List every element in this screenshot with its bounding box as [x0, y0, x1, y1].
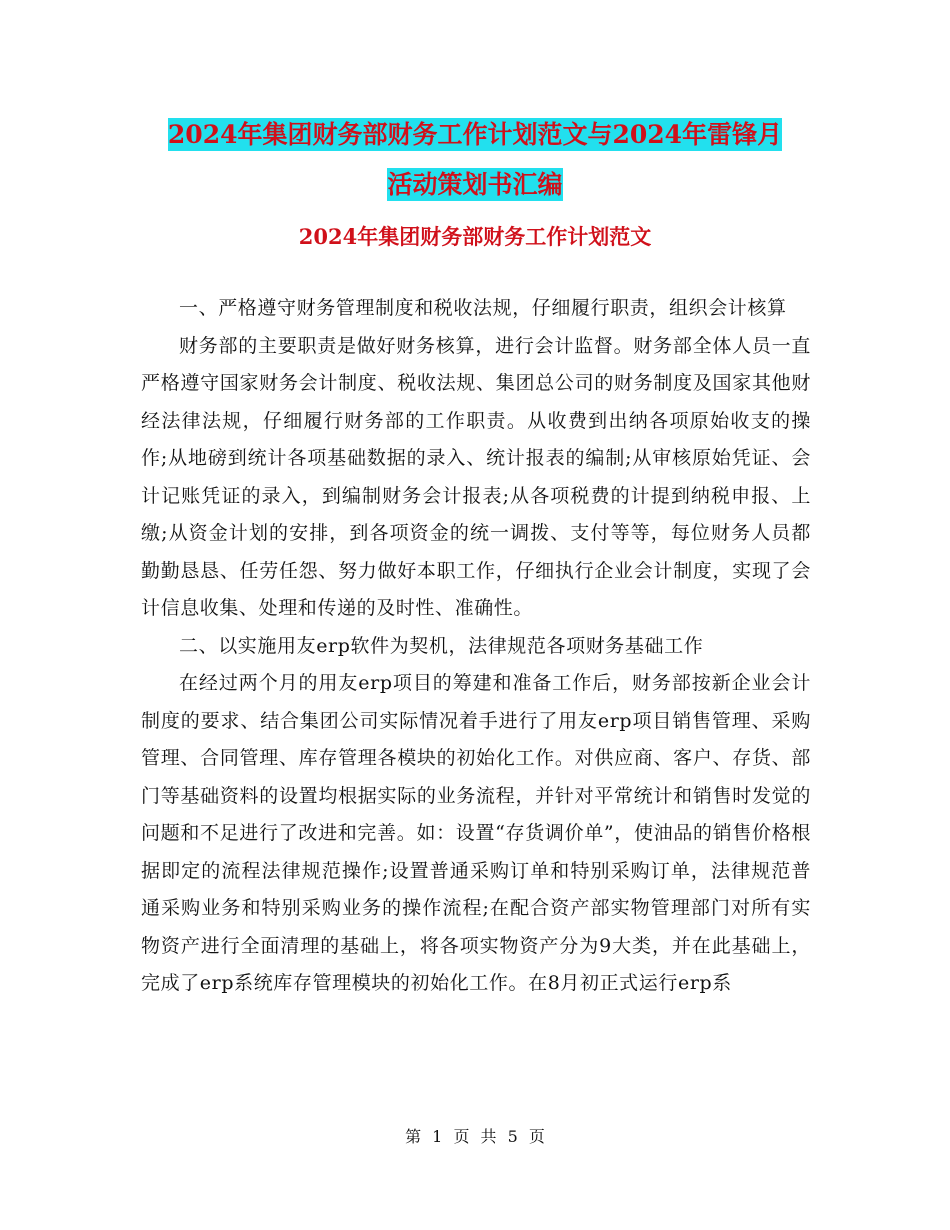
- body-text: [141, 290, 811, 1003]
- paragraph: 在经过两个月的用友erp项目的筹建和准备工作后，财务部按新企业会计制度的要求、结合集团公司实际情况着手进行了用友erp项目销售管理、采购管理、合同管理、库存管理各模块的初始化工作。对供应商、客户、存货、部门等基础资料的设置均根据实际的业务流程，并针对平常统计和销售时发觉的问题和不足进行了改进和完善。如：设置“存货调价单”，使油品的销售价格根据即定的流程法律规范操作;设置普通采购订单和特别采购订单，法律规范普通采购业务和特别采购业务的操作流程;在配合资产部实物管理部门对所有实物资产进行全面清理的基础上，将各项实物资产分为9大类，并在此基础上，完成了erp系统库存管理模块的初始化工作。在8月初正式运行erp系: [141, 672, 811, 994]
- section-title: 2024年集团财务部财务工作计划范文: [298, 224, 652, 249]
- paragraph-heading-2: 二、以实施用友erp软件为契机，法律规范各项财务基础工作: [179, 634, 704, 657]
- paragraph-heading-1: 一、严格遵守财务管理制度和税收法规，仔细履行职责，组织会计核算: [179, 297, 787, 319]
- document-title: [0, 110, 950, 210]
- title-line-1: 2024年集团财务部财务工作计划范文与2024年雷锋月: [167, 120, 783, 149]
- title-line-2: 活动策划书汇编: [387, 170, 563, 199]
- page-footer: 第 1 页 共 5 页: [405, 1127, 545, 1146]
- paragraph: 财务部的主要职责是做好财务核算，进行会计监督。财务部全体人员一直严格遵守国家财务会计制度、税收法规、集团总公司的财务制度及国家其他财经法律法规，仔细履行财务部的工作职责。从收费到出纳各项原始收支的操作;从地磅到统计各项基础数据的录入、统计报表的编制;从审核原始凭证、会计记账凭证的录入，到编制财务会计报表;从各项税费的计提到纳税申报、上缴;从资金计划的安排，到各项资金的统一调拨、支付等等，每位财务人员都勤勤恳恳、任劳任怨、努力做好本职工作，仔细执行企业会计制度，实现了会计信息收集、处理和传递的及时性、准确性。: [141, 334, 811, 619]
